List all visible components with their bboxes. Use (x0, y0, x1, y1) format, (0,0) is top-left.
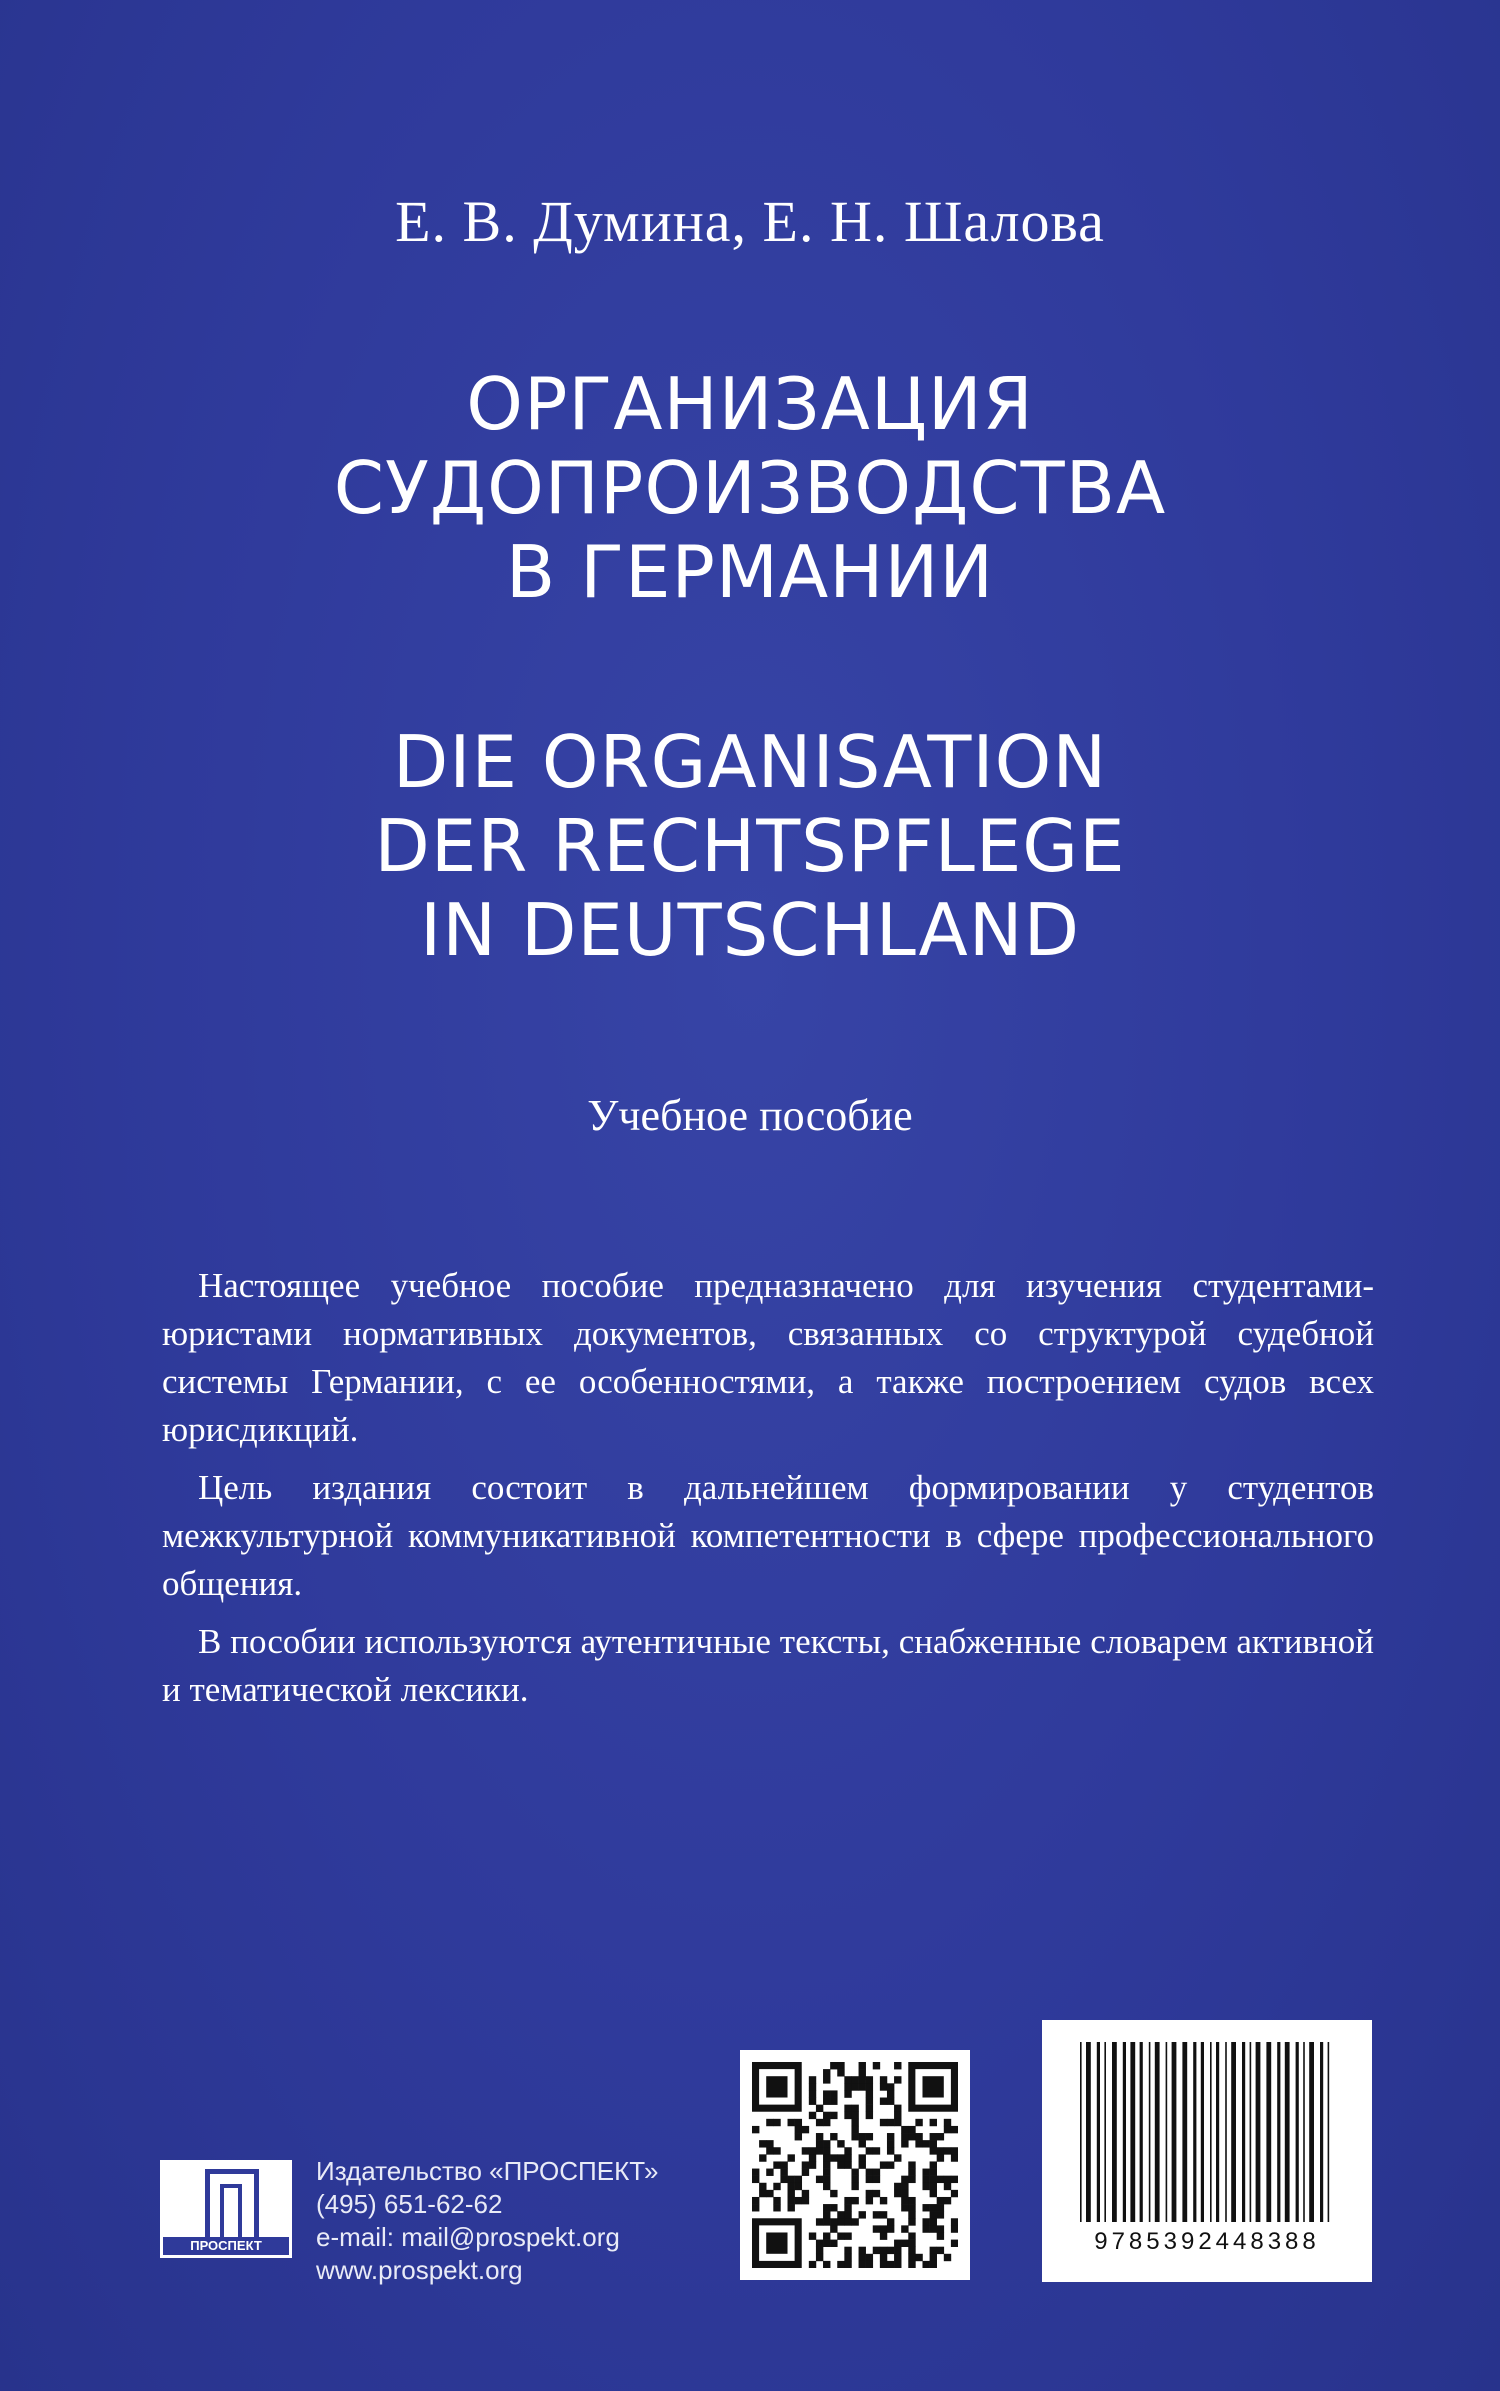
publisher-info (316, 2155, 658, 2287)
title-ru-line: ОРГАНИЗАЦИЯ (466, 362, 1034, 446)
title-de-line: IN DEUTSCHLAND (419, 888, 1081, 972)
title-de-line: DIE ORGANISATION (392, 720, 1108, 804)
barcode-icon (1078, 2042, 1336, 2222)
publisher-email: e-mail: mail@prospekt.org (316, 2222, 620, 2252)
publisher-name: Издательство «ПРОСПЕКТ» (316, 2156, 659, 2186)
publisher-phone: (495) 651-62-62 (316, 2189, 503, 2219)
title-ru-line: В ГЕРМАНИИ (505, 530, 995, 614)
publisher-logo (160, 2160, 292, 2258)
title-ru-line: СУДОПРОИЗВОДСТВА (333, 446, 1167, 530)
annotation (162, 1262, 1374, 1724)
book-type: Учебное пособие (587, 1091, 913, 1140)
title-russian (0, 362, 1500, 614)
qr-code (740, 2050, 970, 2280)
title-german (0, 720, 1500, 972)
annotation-paragraph: В пособии используются аутентичные тексты, снабженные словарем активной и тематической лексики. (162, 1622, 1374, 1709)
isbn-number: 9785392448388 (1094, 2228, 1320, 2255)
qr-code-icon (752, 2062, 958, 2268)
publisher-website: www.prospekt.org (316, 2255, 523, 2285)
authors: Е. В. Думина, Е. Н. Шалова (395, 189, 1105, 254)
logo-frame-icon (205, 2169, 259, 2242)
title-de-line: DER RECHTSPFLEGE (374, 804, 1126, 888)
isbn-barcode (1042, 2020, 1372, 2282)
logo-text: ПРОСПЕКТ (163, 2237, 289, 2255)
annotation-paragraph: Настоящее учебное пособие предназначено для изучения студентами-юристами нормативных документов, связанных со структурой судебной системы Германии, с ее особенностями, а также построением судов всех юрисдикций. (162, 1266, 1374, 1449)
annotation-paragraph: Цель издания состоит в дальнейшем формировании у студентов межкультурной коммуникативной компетентности в сфере профессионального общения. (162, 1468, 1374, 1603)
